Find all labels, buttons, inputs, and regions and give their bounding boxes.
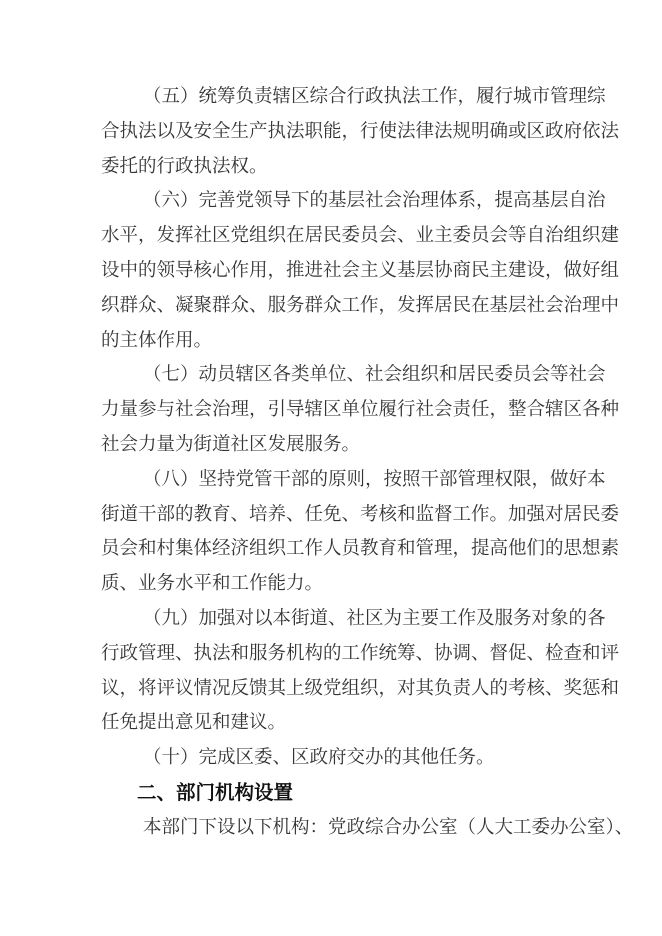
paragraph-item-6 xyxy=(101,184,620,358)
text-line: 的主体作用。 xyxy=(101,329,213,351)
text-line: 合执法以及安全生产执法职能，行使法律法规明确或区政府依法 xyxy=(101,120,620,142)
text-line: 水平，发挥社区党组织在居民委员会、业主委员会等自治组织建 xyxy=(101,225,620,247)
section-intro: 本部门下设以下机构：党政综合办公室（人大工委办公室）、 xyxy=(143,816,634,838)
text-line: （五）统筹负责辖区综合行政执法工作，履行城市管理综 xyxy=(143,86,606,107)
section-heading: 二、部门机构设置 xyxy=(137,780,294,804)
text-line: 委托的行政执法权。 xyxy=(101,155,268,177)
text-line: 社会力量为街道社区发展服务。 xyxy=(101,433,361,455)
document-body xyxy=(101,80,634,846)
text-line: （九）加强对以本街道、社区为主要工作及服务对象的各 xyxy=(143,607,606,629)
text-line: 任免提出意见和建议。 xyxy=(101,712,287,734)
paragraph-item-8 xyxy=(101,463,620,602)
text-line: 议，将评议情况反馈其上级党组织，对其负责人的考核、奖惩和 xyxy=(101,677,620,699)
text-line: （六）完善党领导下的基层社会治理体系，提高基层自治 xyxy=(143,190,606,212)
text-line: 织群众、凝聚群众、服务群众工作，发挥居民在基层社会治理中 xyxy=(101,294,620,316)
text-line: 员会和村集体经济组织工作人员教育和管理，提高他们的思想素 xyxy=(101,538,620,560)
text-line: （十）完成区委、区政府交办的其他任务。 xyxy=(143,747,495,769)
paragraph-item-10 xyxy=(101,741,561,776)
text-line: （七）动员辖区各类单位、社会组织和居民委员会等社会 xyxy=(143,364,606,386)
text-line: 质、业务水平和工作能力。 xyxy=(101,573,324,595)
text-line: 设中的领导核心作用，推进社会主义基层协商民主建设，做好组 xyxy=(101,259,620,281)
paragraph-item-9 xyxy=(101,602,620,741)
text-line: 力量参与社会治理，引导辖区单位履行社会责任，整合辖区各种 xyxy=(101,399,620,421)
paragraph-item-5 xyxy=(101,80,620,184)
paragraph-item-7 xyxy=(101,358,620,462)
text-line: 街道干部的教育、培养、任免、考核和监督工作。加强对居民委 xyxy=(101,503,620,525)
text-line: （八）坚持党管干部的原则，按照干部管理权限，做好本 xyxy=(143,468,606,490)
text-line: 行政管理、执法和服务机构的工作统筹、协调、督促、检查和评 xyxy=(101,642,620,664)
